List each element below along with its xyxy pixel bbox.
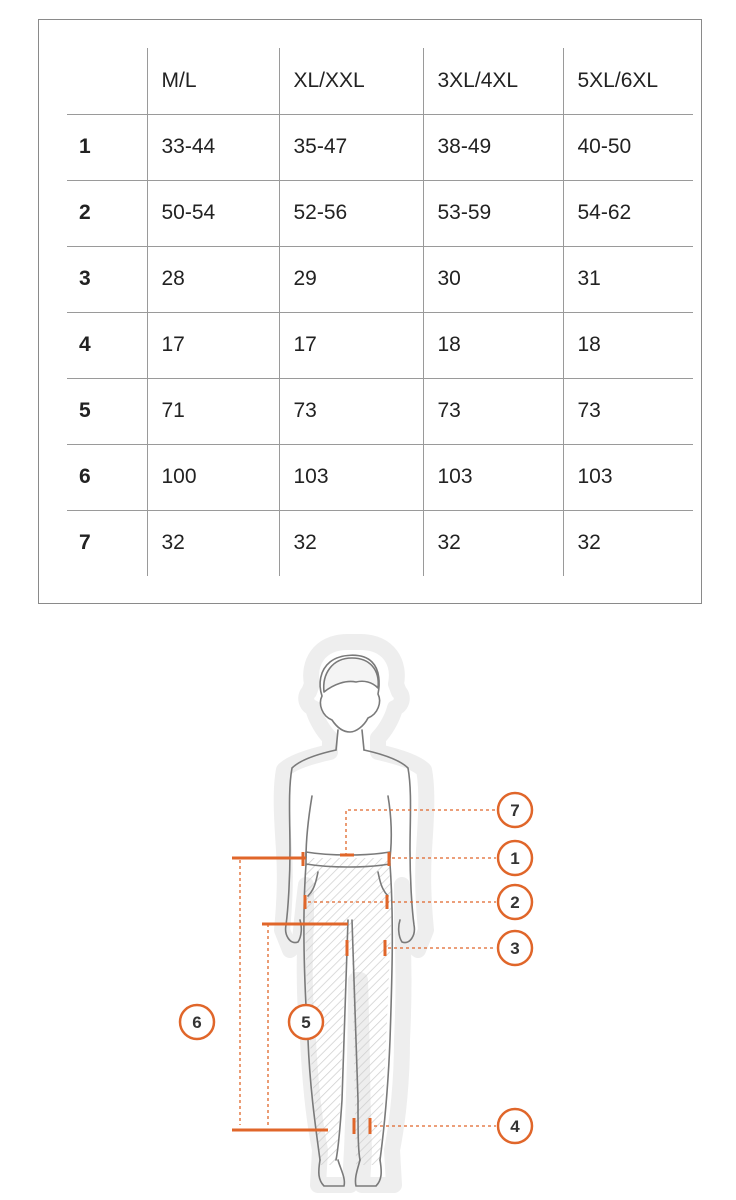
table-cell: 73: [563, 378, 693, 444]
row-label: 1: [67, 114, 147, 180]
table-cell: 35-47: [279, 114, 423, 180]
header-cell-3xl-4xl: 3XL/4XL: [423, 48, 563, 114]
size-chart-table: [67, 48, 693, 576]
table-cell: 32: [279, 510, 423, 576]
svg-text:5: 5: [301, 1013, 311, 1032]
table-cell: 52-56: [279, 180, 423, 246]
table-row: [67, 246, 693, 312]
table-cell: 17: [279, 312, 423, 378]
header-cell-m-l: M/L: [147, 48, 279, 114]
table-cell: 18: [423, 312, 563, 378]
marker-2: [498, 885, 532, 919]
table-cell: 32: [423, 510, 563, 576]
table-row: [67, 114, 693, 180]
marker-1: [498, 841, 532, 875]
table-cell: 38-49: [423, 114, 563, 180]
table-cell: 100: [147, 444, 279, 510]
measurement-figure: [0, 620, 736, 1200]
table-cell: 103: [563, 444, 693, 510]
svg-text:7: 7: [510, 801, 520, 820]
row-label: 6: [67, 444, 147, 510]
table-row: [67, 312, 693, 378]
table-cell: 71: [147, 378, 279, 444]
marker-6: [180, 1005, 214, 1039]
table-cell: 73: [423, 378, 563, 444]
table-row: [67, 180, 693, 246]
size-chart-table-frame: [38, 19, 702, 604]
table-cell: 32: [147, 510, 279, 576]
svg-text:1: 1: [510, 849, 520, 868]
table-cell: 40-50: [563, 114, 693, 180]
marker-5: [289, 1005, 323, 1039]
table-cell: 53-59: [423, 180, 563, 246]
table-cell: 31: [563, 246, 693, 312]
table-cell: 103: [423, 444, 563, 510]
table-cell: 50-54: [147, 180, 279, 246]
table-cell: 103: [279, 444, 423, 510]
row-label: 3: [67, 246, 147, 312]
table-cell: 17: [147, 312, 279, 378]
header-cell-empty: [67, 48, 147, 114]
table-cell: 29: [279, 246, 423, 312]
header-cell-xl-xxl: XL/XXL: [279, 48, 423, 114]
row-label: 7: [67, 510, 147, 576]
table-cell: 30: [423, 246, 563, 312]
svg-text:2: 2: [510, 893, 520, 912]
table-cell: 73: [279, 378, 423, 444]
marker-4: [498, 1109, 532, 1143]
table-cell: 54-62: [563, 180, 693, 246]
table-cell: 33-44: [147, 114, 279, 180]
table-cell: 18: [563, 312, 693, 378]
row-label: 5: [67, 378, 147, 444]
table-cell: 32: [563, 510, 693, 576]
svg-text:6: 6: [192, 1013, 202, 1032]
table-row: [67, 444, 693, 510]
svg-text:4: 4: [510, 1117, 520, 1136]
marker-3: [498, 931, 532, 965]
table-header-row: [67, 48, 693, 114]
row-label: 4: [67, 312, 147, 378]
header-cell-5xl-6xl: 5XL/6XL: [563, 48, 693, 114]
table-row: [67, 510, 693, 576]
svg-text:3: 3: [510, 939, 520, 958]
table-row: [67, 378, 693, 444]
table-cell: 28: [147, 246, 279, 312]
row-label: 2: [67, 180, 147, 246]
marker-7: [498, 793, 532, 827]
